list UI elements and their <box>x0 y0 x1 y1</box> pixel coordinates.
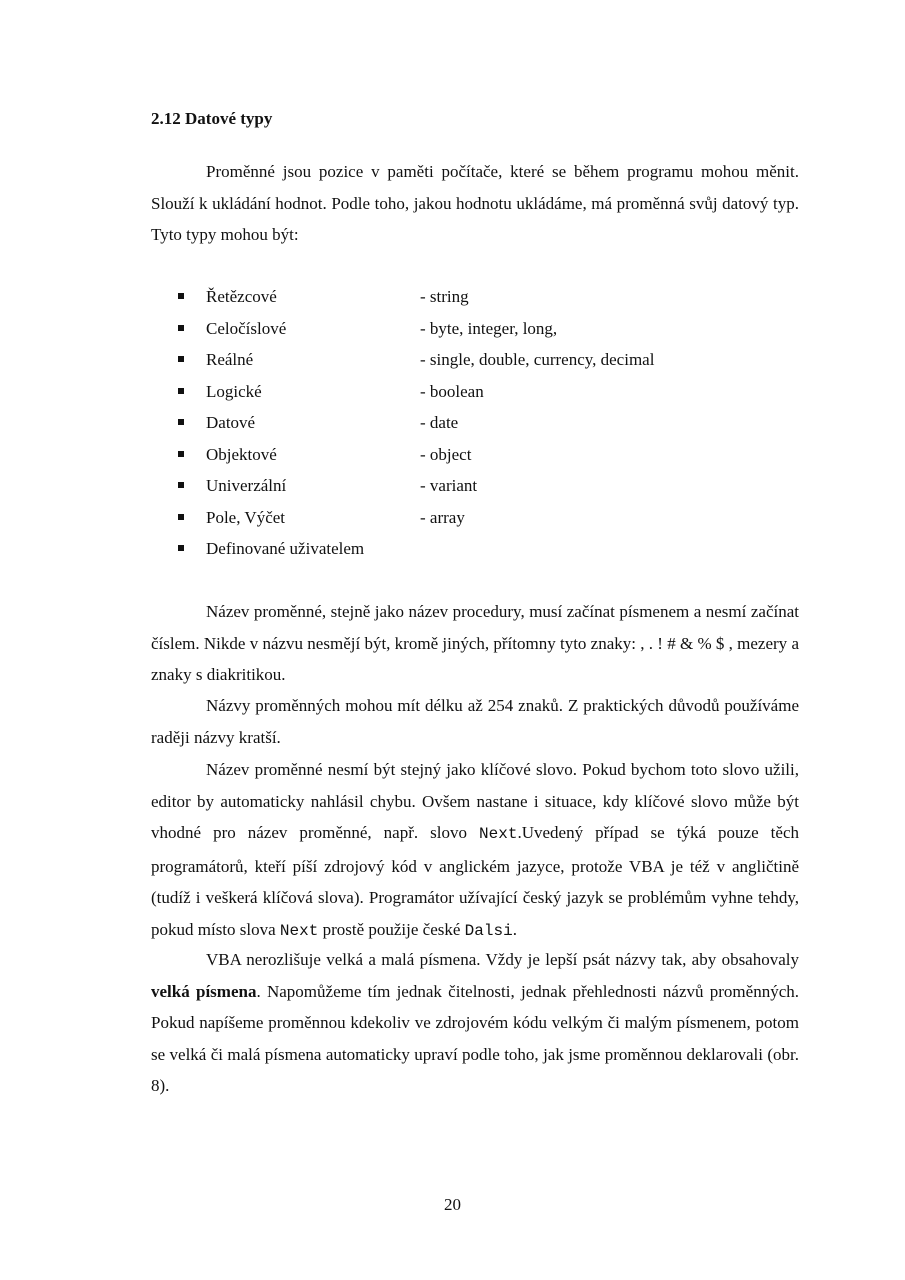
code-dalsi: Dalsi <box>464 921 513 940</box>
paragraph-text: . <box>512 919 517 939</box>
intro-paragraph: Proměnné jsou pozice v paměti počítače, které se během programu mohou měnit. Slouží k ukládání hodnot. Podle toho, jakou hodnotu ukládáme, má proměnná svůj datový typ. Tyto typy mohou být: <box>151 162 799 244</box>
length-rule-paragraph: Názvy proměnných mohou mít délku až 254 znaků. Z praktických důvodů používáme raději názvy kratší. <box>151 696 799 747</box>
type-keywords: - string <box>420 287 469 306</box>
type-keywords: - variant <box>420 476 478 495</box>
type-keywords: - date <box>420 413 459 432</box>
page-number: 20 <box>444 1195 461 1214</box>
keyword-rule-paragraph <box>151 754 799 947</box>
paragraph-text: VBA nerozlišuje velká a malá písmena. Vždy je lepší psát názvy tak, aby obsahovaly <box>206 950 799 969</box>
square-bullet-icon <box>178 356 184 362</box>
type-name: Reálné <box>206 350 254 369</box>
code-next: Next <box>279 921 319 940</box>
type-name: Objektové <box>206 444 277 464</box>
type-keywords: - array <box>420 507 465 527</box>
square-bullet-icon <box>178 545 184 551</box>
type-keywords: - byte, integer, long, <box>420 318 558 338</box>
emphasis-text: velká písmena <box>151 981 257 1001</box>
paragraph-text: prostě použije české <box>318 919 465 939</box>
type-keywords: - object <box>420 444 472 464</box>
square-bullet-icon <box>178 514 184 520</box>
type-keywords: - single, double, currency, decimal <box>420 350 655 369</box>
type-name: Řetězcové <box>206 287 277 306</box>
type-name: Datové <box>206 413 256 432</box>
square-bullet-icon <box>178 325 184 331</box>
type-keywords: - boolean <box>420 381 484 401</box>
naming-rules-paragraph: Název proměnné, stejně jako název procedury, musí začínat písmenem a nesmí začínat číslem. Nikde v názvu nesmějí být, kromě jiných, přítomny tyto znaky: , . ! # & % $ , mezery a znaky s diakritikou. <box>151 602 799 684</box>
square-bullet-icon <box>178 388 184 394</box>
paragraph-text: Název proměnné nesmí být stejný jako klíčové slovo. Pokud bychom toto slovo užili, editor by automaticky nahlásil chybu. Ovšem nastane i situace, kdy klíčové slovo může být vhodné pro název proměnné, např. slovo <box>151 760 799 842</box>
paragraph-text: .Uvedený případ se týká pouze těch programátorů, kteří píší zdrojový kód v anglickém jazyce, protože VBA je též v angličtině (tudíž i veškerá klíčová slova). Programátor užívající český jazyk se problémům vyhne tehdy, pokud místo slova <box>151 823 799 939</box>
square-bullet-icon <box>178 293 184 299</box>
square-bullet-icon <box>178 451 184 457</box>
type-name: Definované uživatelem <box>206 539 365 558</box>
type-name: Pole, Výčet <box>206 507 286 527</box>
paragraph-text: . Napomůžeme tím jednak čitelnosti, jednak přehlednosti názvů proměnných. Pokud napíšeme proměnnou kdekoliv ve zdrojovém kódu velkým či malým písmenem, potom se velká či malá písmena automaticky upraví podle toho, jak jsme proměnnou deklarovali (obr. 8). <box>151 981 799 1095</box>
type-name: Univerzální <box>206 476 287 495</box>
type-name: Logické <box>206 381 262 401</box>
section-heading: 2.12 Datové typy <box>151 109 273 128</box>
case-rule-paragraph <box>151 944 799 1102</box>
type-name: Celočíslové <box>206 318 287 338</box>
code-next: Next <box>479 825 518 843</box>
square-bullet-icon <box>178 419 184 425</box>
square-bullet-icon <box>178 482 184 488</box>
